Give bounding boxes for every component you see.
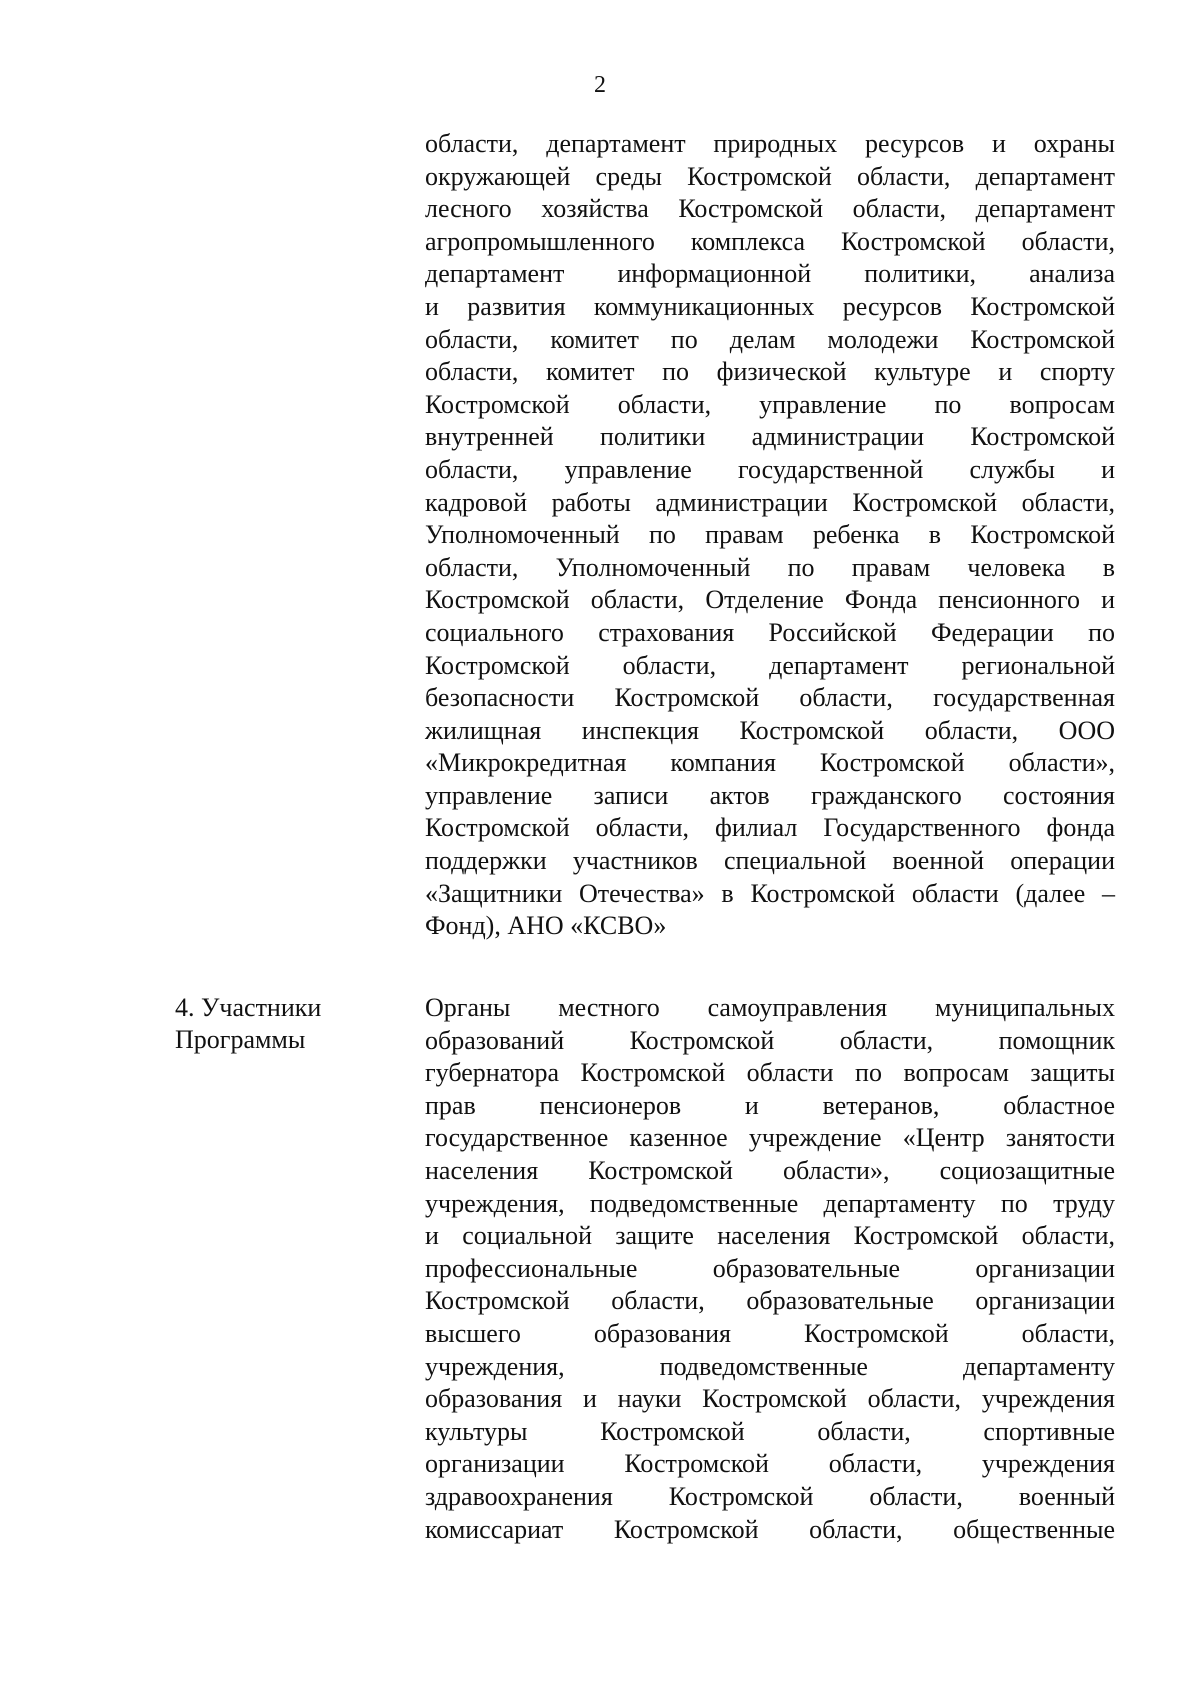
body-line: губернатора Костромской области по вопросам защиты: [425, 1058, 1115, 1088]
body-line: и социальной защите населения Костромской области,: [425, 1221, 1115, 1251]
body-line: управление записи актов гражданского состояния: [425, 780, 1115, 810]
body-line: кадровой работы администрации Костромской области,: [425, 487, 1115, 517]
body-line: агропромышленного комплекса Костромской области,: [425, 226, 1115, 256]
body-line: области, комитет по делам молодежи Костромской: [425, 324, 1115, 354]
body-line: профессиональные образовательные организации: [425, 1253, 1115, 1283]
body-line: Костромской области, управление по вопросам: [425, 389, 1115, 419]
body-line: социального страхования Российской Федерации по: [425, 617, 1115, 647]
body-line: Костромской области, образовательные организации: [425, 1286, 1115, 1316]
body-line: поддержки участников специальной военной операции: [425, 846, 1115, 876]
body-line: Фонд), АНО «КСВО»: [425, 911, 667, 941]
body-line: здравоохранения Костромской области, военный: [425, 1481, 1115, 1511]
body-line: образований Костромской области, помощник: [425, 1025, 1115, 1055]
page-number: 2: [594, 72, 606, 98]
body-line: учреждения, подведомственные департаменту по труду: [425, 1188, 1115, 1218]
body-line: лесного хозяйства Костромской области, департамент: [425, 194, 1115, 224]
body-line: области, департамент природных ресурсов и охраны: [425, 129, 1115, 158]
body-line: и развития коммуникационных ресурсов Костромской: [425, 291, 1115, 321]
body-line: высшего образования Костромской области,: [425, 1318, 1115, 1348]
label-line: 4. Участники: [175, 993, 322, 1022]
body-line: области, управление государственной службы и: [425, 454, 1115, 484]
body-line: образования и науки Костромской области, учреждения: [425, 1384, 1115, 1414]
body-line: Костромской области, департамент региональной: [425, 650, 1115, 680]
body-line: государственное казенное учреждение «Центр занятости: [425, 1123, 1115, 1153]
body-line: прав пенсионеров и ветеранов, областное: [425, 1090, 1115, 1120]
body-line: организации Костромской области, учреждения: [425, 1449, 1115, 1479]
continuation-body: [425, 128, 1115, 943]
body-line: Костромской области, филиал Государственного фонда: [425, 813, 1115, 843]
body-line: Органы местного самоуправления муниципальных: [425, 993, 1115, 1022]
label-line: Программы: [175, 1025, 306, 1054]
body-line: департамент информационной политики, анализа: [425, 259, 1115, 289]
body-line: внутренней политики администрации Костромской: [425, 422, 1115, 452]
body-line: безопасности Костромской области, государственная: [425, 683, 1115, 713]
body-line: учреждения, подведомственные департаменту: [425, 1351, 1115, 1381]
body-line: области, Уполномоченный по правам человека в: [425, 552, 1115, 582]
participants-label: [175, 992, 405, 1056]
body-line: области, комитет по физической культуре и спорту: [425, 357, 1115, 387]
body-line: Костромской области, Отделение Фонда пенсионного и: [425, 585, 1115, 615]
body-line: культуры Костромской области, спортивные: [425, 1416, 1115, 1446]
body-line: населения Костромской области», социозащитные: [425, 1155, 1115, 1185]
body-line: окружающей среды Костромской области, департамент: [425, 161, 1115, 191]
body-line: «Защитники Отечества» в Костромской области (далее –: [425, 878, 1115, 908]
body-line: комиссариат Костромской области, общественные: [425, 1514, 1115, 1544]
body-line: «Микрокредитная компания Костромской области»,: [425, 748, 1115, 778]
body-line: жилищная инспекция Костромской области, ООО: [425, 715, 1115, 745]
body-line: Уполномоченный по правам ребенка в Костромской: [425, 520, 1115, 550]
participants-body: [425, 992, 1115, 1546]
